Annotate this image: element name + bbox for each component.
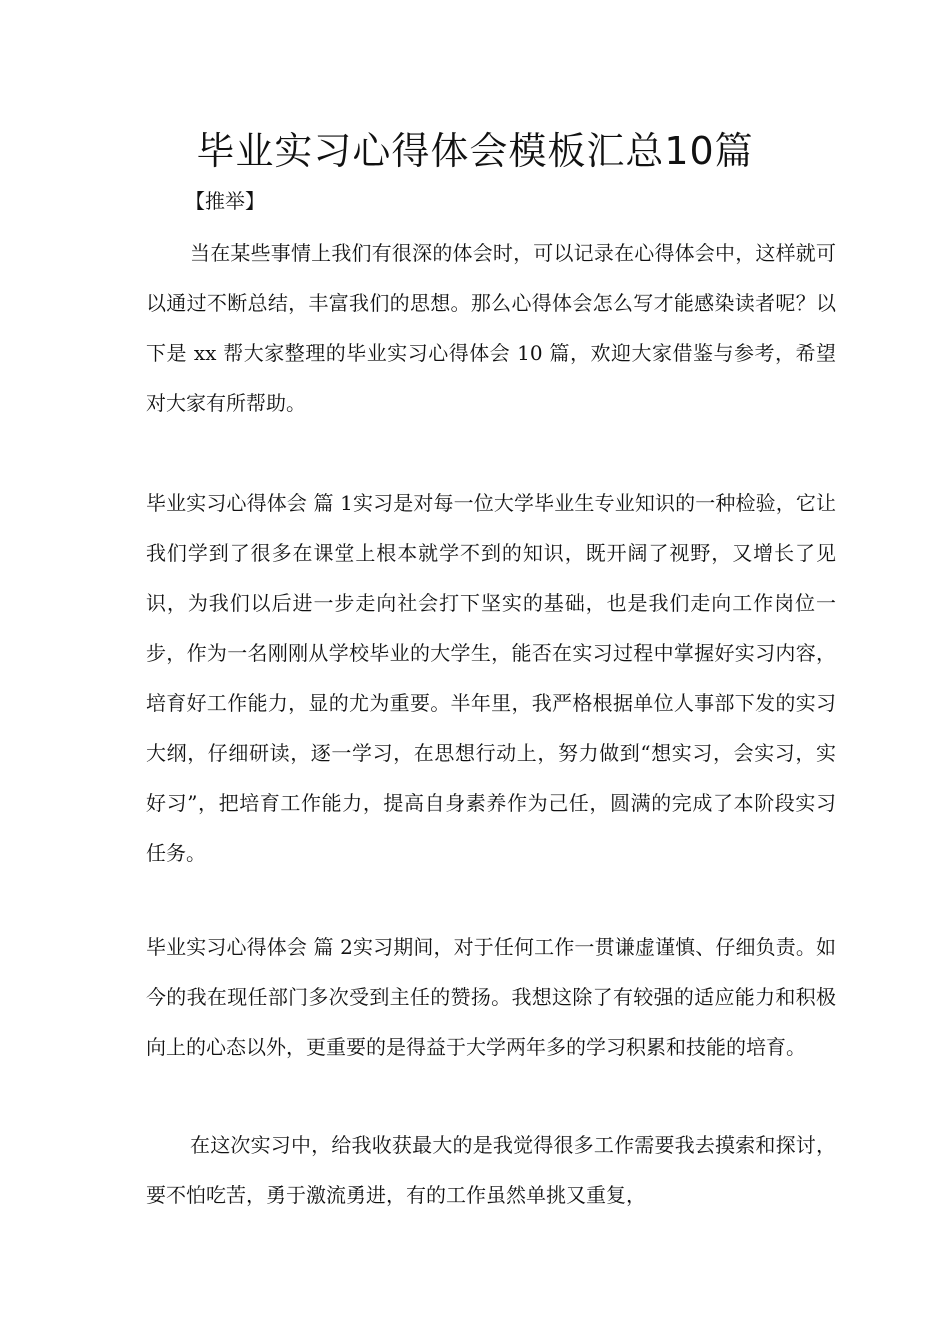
recommend-tag: 【推举】 xyxy=(185,189,265,213)
section-1-text: 实习是对每一位大学毕业生专业知识的一种检验，它让我们学到了很多在课堂上根本就学不到的知识，既开阔了视野，又增长了见识，为我们以后进一步走向社会打下坚实的基础，也是我们走向工作岗位一步，作为一名刚刚从学校毕业的大学生，能否在实习过程中掌握好实习内容，培育好工作能力，显的尤为重要。半年里，我严格根据单位人事部下发的实习大纲，仔细研读，逐一学习，在思想行动上，努力做到“想实习，会实习，实好习”，把培育工作能力，提高自身素养作为己任，圆满的完成了本阶段实习任务。 xyxy=(146,491,836,865)
document-title: 毕业实习心得体会模板汇总10篇 xyxy=(196,129,754,173)
intro-paragraph: 当在某些事情上我们有很深的体会时，可以记录在心得体会中，这样就可以通过不断总结，丰富我们的思想。那么心得体会怎么写才能感染读者呢？以下是 xx 帮大家整理的毕业实习心得体会 10 篇，欢迎大家借鉴与参考，希望对大家有所帮助。 xyxy=(146,241,836,415)
section-2-text: 实习期间，对于任何工作一贯谦虚谨慎、仔细负责。如今的我在现任部门多次受到主任的赞扬。我想这除了有较强的适应能力和积极向上的心态以外，更重要的是得益于大学两年多的学习积累和技能的培育。 xyxy=(146,935,836,1059)
section-2-heading: 毕业实习心得体会 篇 2 xyxy=(146,935,353,959)
section-1 xyxy=(146,478,836,878)
paragraph-3: 在这次实习中，给我收获最大的是我觉得很多工作需要我去摸索和探讨，要不怕吃苦，勇于激流勇进，有的工作虽然单挑又重复， xyxy=(146,1133,836,1207)
section-1-heading: 毕业实习心得体会 篇 1 xyxy=(146,491,353,515)
section-2 xyxy=(146,922,836,1072)
